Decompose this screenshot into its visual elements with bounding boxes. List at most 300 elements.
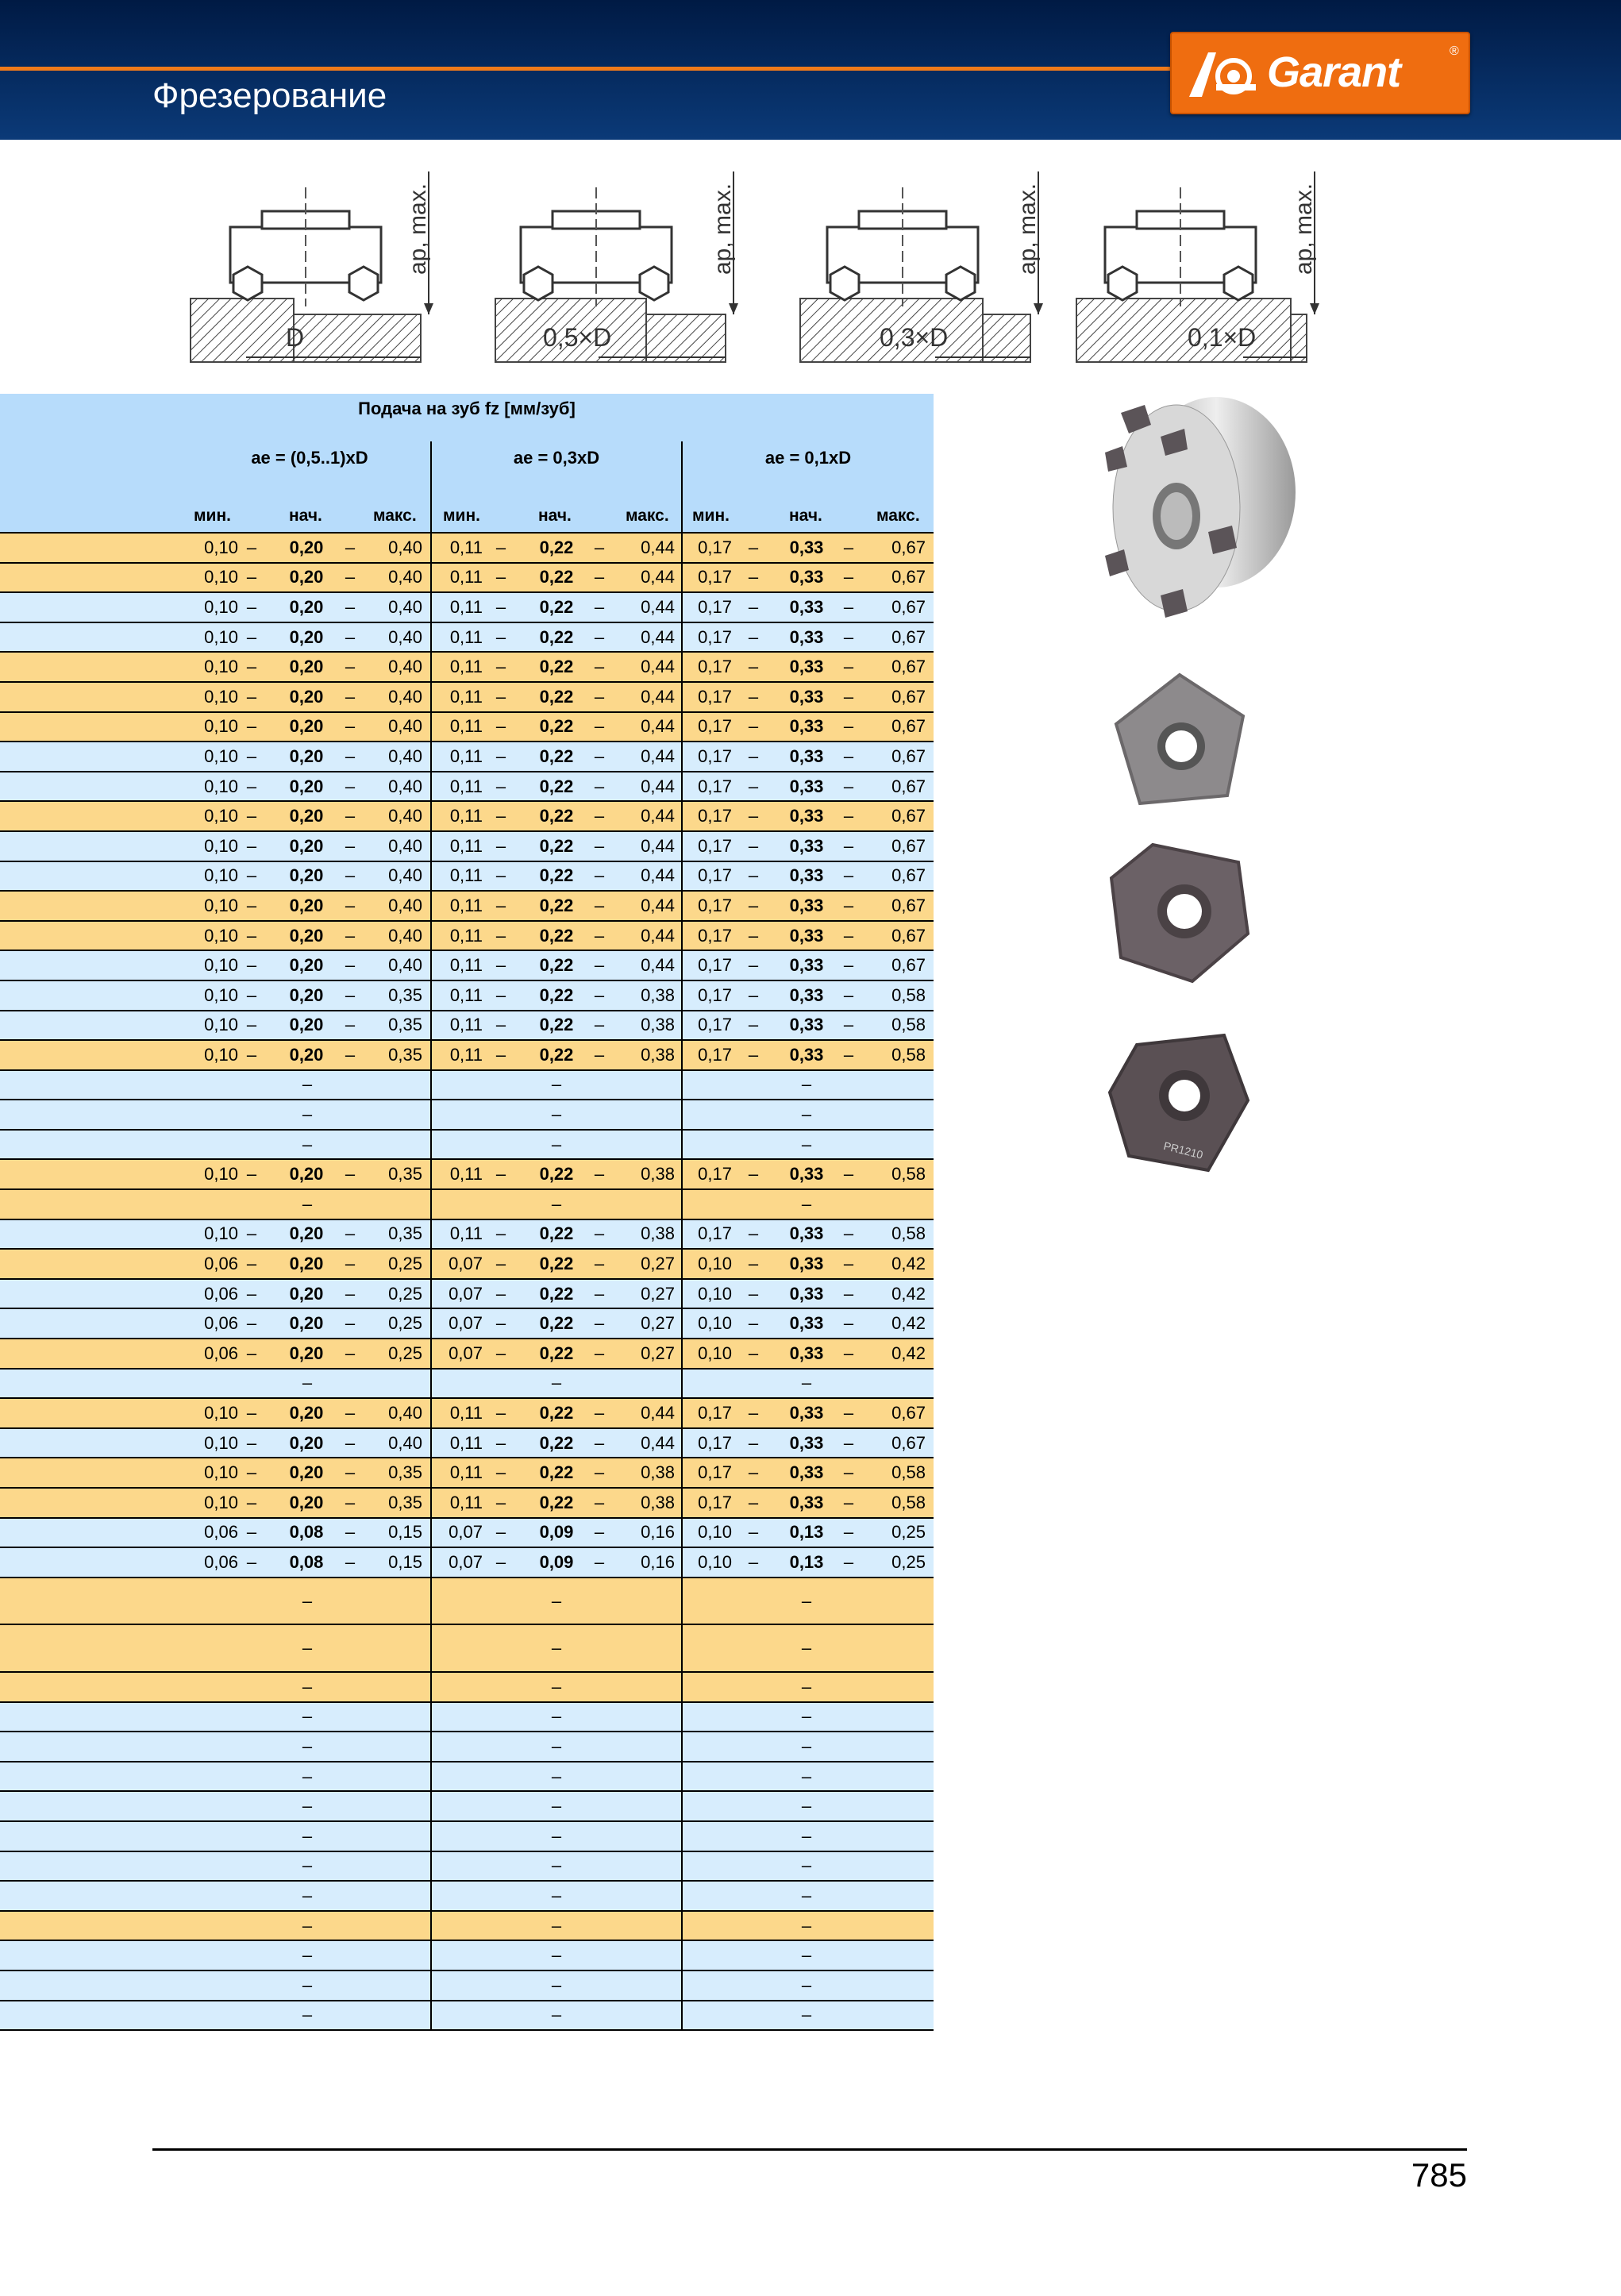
dash: –	[748, 835, 759, 856]
max-value: 0,67	[891, 657, 926, 677]
min-value: 0,17	[698, 1462, 732, 1483]
start-value: 0,20	[289, 1492, 324, 1512]
max-value: 0,25	[891, 1551, 926, 1572]
max-value: 0,40	[388, 567, 422, 587]
width-label: 0,5×D	[543, 323, 612, 352]
dash: –	[495, 1492, 506, 1512]
dash: –	[551, 1373, 562, 1393]
dash: –	[302, 1915, 313, 1936]
dash: –	[495, 1044, 506, 1065]
table-row	[0, 1071, 934, 1101]
dash: –	[801, 1638, 812, 1658]
column-divider	[430, 2001, 432, 2030]
column-divider	[430, 1011, 432, 1040]
dash: –	[345, 1313, 356, 1334]
dash: –	[801, 1074, 812, 1095]
table-title: Подача на зуб fz [мм/зуб]	[358, 399, 576, 418]
col-start-2: нач.	[538, 507, 572, 525]
min-value: 0,10	[204, 835, 238, 856]
dash: –	[801, 1855, 812, 1876]
column-divider	[430, 593, 432, 622]
table-header	[0, 394, 934, 534]
dash: –	[345, 1015, 356, 1035]
dash: –	[843, 716, 854, 737]
logo-emblem-icon	[1184, 44, 1264, 102]
min-value: 0,11	[449, 776, 483, 796]
start-value: 0,33	[789, 1254, 824, 1274]
max-value: 0,67	[891, 925, 926, 946]
max-value: 0,40	[388, 596, 422, 617]
max-value: 0,40	[388, 835, 422, 856]
dash: –	[594, 835, 605, 856]
column-divider	[430, 1519, 432, 1547]
dash: –	[748, 1283, 759, 1304]
dash: –	[246, 567, 257, 587]
ap-label: ap, max.	[1291, 183, 1317, 275]
dash: –	[302, 1638, 313, 1658]
min-value: 0,07	[449, 1343, 483, 1363]
start-value: 0,22	[539, 955, 574, 976]
dash: –	[748, 596, 759, 617]
column-divider	[430, 1792, 432, 1820]
dash: –	[551, 1638, 562, 1658]
start-value: 0,20	[289, 1223, 324, 1244]
max-value: 0,40	[388, 686, 422, 707]
column-divider	[430, 1309, 432, 1338]
column-divider	[430, 1578, 432, 1624]
column-divider	[430, 1762, 432, 1791]
min-value: 0,10	[204, 806, 238, 826]
insert-marking: PR1210	[1162, 1138, 1205, 1161]
dash: –	[748, 1164, 759, 1185]
start-value: 0,22	[539, 835, 574, 856]
table-row	[0, 1882, 934, 1912]
start-value: 0,33	[789, 925, 824, 946]
min-value: 0,10	[204, 686, 238, 707]
dash: –	[246, 1492, 257, 1512]
min-value: 0,10	[204, 1015, 238, 1035]
start-value: 0,33	[789, 1432, 824, 1453]
column-divider	[681, 892, 683, 920]
table-row	[0, 1971, 934, 2001]
min-value: 0,11	[449, 984, 483, 1005]
dash: –	[748, 1223, 759, 1244]
min-value: 0,17	[698, 1164, 732, 1185]
dash: –	[246, 745, 257, 766]
min-value: 0,07	[449, 1522, 483, 1543]
max-value: 0,38	[641, 1015, 675, 1035]
start-value: 0,33	[789, 865, 824, 886]
start-value: 0,22	[539, 1015, 574, 1035]
min-value: 0,17	[698, 596, 732, 617]
dash: –	[748, 865, 759, 886]
column-divider	[430, 1912, 432, 1940]
dash: –	[345, 984, 356, 1005]
column-divider	[430, 1250, 432, 1278]
max-value: 0,35	[388, 1015, 422, 1035]
insert-left	[1108, 267, 1137, 300]
dash: –	[594, 1283, 605, 1304]
max-value: 0,44	[641, 835, 675, 856]
dash: –	[246, 716, 257, 737]
dash: –	[495, 745, 506, 766]
max-value: 0,42	[891, 1313, 926, 1334]
dash: –	[302, 1676, 313, 1697]
max-value: 0,44	[641, 776, 675, 796]
min-value: 0,10	[204, 895, 238, 915]
start-value: 0,33	[789, 745, 824, 766]
insert-right	[640, 267, 668, 300]
dash: –	[495, 835, 506, 856]
start-value: 0,20	[289, 1254, 324, 1274]
dash: –	[345, 1403, 356, 1423]
table-row	[0, 862, 934, 892]
ap-arrowhead	[1034, 303, 1043, 314]
dash: –	[594, 806, 605, 826]
dash: –	[748, 806, 759, 826]
dash: –	[345, 596, 356, 617]
dash: –	[246, 626, 257, 647]
col-start-3: нач.	[789, 507, 822, 525]
page-header	[0, 0, 1621, 140]
width-label: 0,1×D	[1188, 323, 1257, 352]
cutting-diagram	[800, 171, 1043, 362]
column-divider	[430, 951, 432, 980]
dash: –	[594, 1522, 605, 1543]
column-divider	[681, 593, 683, 622]
dash: –	[748, 776, 759, 796]
dash: –	[302, 1590, 313, 1611]
dash: –	[748, 1492, 759, 1512]
insert-image-1	[1108, 668, 1251, 811]
column-divider	[681, 1160, 683, 1188]
ap-arrowhead	[1310, 303, 1319, 314]
min-value: 0,11	[449, 537, 483, 557]
column-divider	[430, 1703, 432, 1732]
start-value: 0,22	[539, 925, 574, 946]
dash: –	[843, 925, 854, 946]
max-value: 0,44	[641, 895, 675, 915]
start-value: 0,09	[539, 1522, 574, 1543]
max-value: 0,40	[388, 745, 422, 766]
dash: –	[594, 1044, 605, 1065]
dash: –	[345, 686, 356, 707]
start-value: 0,22	[539, 537, 574, 557]
table-row	[0, 1339, 934, 1370]
dash: –	[594, 657, 605, 677]
dash: –	[495, 626, 506, 647]
column-divider	[430, 1673, 432, 1701]
dash: –	[551, 1945, 562, 1966]
start-value: 0,33	[789, 955, 824, 976]
dash: –	[345, 1343, 356, 1363]
dash: –	[594, 1254, 605, 1274]
dash: –	[843, 1044, 854, 1065]
dash: –	[495, 1254, 506, 1274]
footer-rule	[152, 2148, 1467, 2151]
start-value: 0,20	[289, 1403, 324, 1423]
table-row	[0, 534, 934, 564]
table-row	[0, 653, 934, 683]
dash: –	[594, 567, 605, 587]
dash: –	[594, 1223, 605, 1244]
dash: –	[843, 745, 854, 766]
dash: –	[594, 984, 605, 1005]
table-row	[0, 1100, 934, 1131]
dash: –	[345, 776, 356, 796]
dash: –	[246, 955, 257, 976]
dash: –	[345, 716, 356, 737]
dash: –	[495, 1462, 506, 1483]
ap-label: ap, max.	[405, 183, 431, 275]
col-max-3: макс.	[876, 507, 920, 525]
dash: –	[801, 1590, 812, 1611]
insert-right	[946, 267, 975, 300]
start-value: 0,22	[539, 1462, 574, 1483]
table-row	[0, 1912, 934, 1942]
max-value: 0,38	[641, 1492, 675, 1512]
min-value: 0,11	[449, 1462, 483, 1483]
dash: –	[246, 657, 257, 677]
min-value: 0,11	[449, 626, 483, 647]
face-mill-cutter-image	[1089, 381, 1311, 651]
min-value: 0,06	[204, 1283, 238, 1304]
table-row	[0, 1160, 934, 1190]
dash: –	[801, 1766, 812, 1786]
dash: –	[495, 1015, 506, 1035]
min-value: 0,17	[698, 806, 732, 826]
min-value: 0,11	[449, 1492, 483, 1512]
start-value: 0,22	[539, 1343, 574, 1363]
workpiece	[1076, 299, 1291, 362]
col-max-2: макс.	[626, 507, 669, 525]
column-divider	[430, 1971, 432, 2000]
dash: –	[495, 955, 506, 976]
dash: –	[843, 776, 854, 796]
start-value: 0,20	[289, 806, 324, 826]
dash: –	[246, 835, 257, 856]
min-value: 0,06	[204, 1313, 238, 1334]
column-divider	[681, 1429, 683, 1458]
min-value: 0,11	[449, 745, 483, 766]
min-value: 0,10	[204, 1462, 238, 1483]
start-value: 0,33	[789, 1015, 824, 1035]
dash: –	[495, 686, 506, 707]
dash: –	[246, 1522, 257, 1543]
column-divider	[681, 623, 683, 652]
max-value: 0,27	[641, 1283, 675, 1304]
column-divider	[681, 1732, 683, 1761]
dash: –	[495, 895, 506, 915]
dash: –	[843, 1223, 854, 1244]
min-value: 0,11	[449, 716, 483, 737]
start-value: 0,22	[539, 1283, 574, 1304]
max-value: 0,44	[641, 745, 675, 766]
min-value: 0,17	[698, 716, 732, 737]
dash: –	[551, 1796, 562, 1816]
dash: –	[495, 1164, 506, 1185]
column-divider	[681, 1131, 683, 1159]
table-row	[0, 1220, 934, 1250]
column-divider	[430, 1370, 432, 1398]
dash: –	[495, 1223, 506, 1244]
dash: –	[843, 657, 854, 677]
min-value: 0,07	[449, 1313, 483, 1334]
start-value: 0,33	[789, 626, 824, 647]
dash: –	[551, 1974, 562, 1995]
dash: –	[495, 1343, 506, 1363]
dash: –	[246, 1283, 257, 1304]
dash: –	[801, 1735, 812, 1756]
column-divider	[430, 1625, 432, 1671]
dash: –	[246, 537, 257, 557]
dash: –	[748, 1254, 759, 1274]
max-value: 0,35	[388, 1462, 422, 1483]
col-min-2: мин.	[443, 507, 480, 525]
table-row	[0, 593, 934, 623]
dash: –	[345, 895, 356, 915]
column-divider	[430, 1941, 432, 1970]
dash: –	[302, 1193, 313, 1214]
min-value: 0,17	[698, 537, 732, 557]
max-value: 0,58	[891, 1164, 926, 1185]
dash: –	[843, 1432, 854, 1453]
max-value: 0,35	[388, 1164, 422, 1185]
dash: –	[302, 1796, 313, 1816]
table-row	[0, 1280, 934, 1310]
min-value: 0,11	[449, 567, 483, 587]
column-divider	[430, 1160, 432, 1188]
dash: –	[748, 1044, 759, 1065]
min-value: 0,17	[698, 1015, 732, 1035]
start-value: 0,33	[789, 984, 824, 1005]
min-value: 0,11	[449, 1015, 483, 1035]
dash: –	[748, 657, 759, 677]
max-value: 0,35	[388, 1492, 422, 1512]
start-value: 0,33	[789, 716, 824, 737]
max-value: 0,67	[891, 596, 926, 617]
start-value: 0,33	[789, 835, 824, 856]
min-value: 0,06	[204, 1551, 238, 1572]
start-value: 0,22	[539, 806, 574, 826]
dash: –	[495, 984, 506, 1005]
dash: –	[302, 2005, 313, 2025]
max-value: 0,44	[641, 806, 675, 826]
column-divider	[681, 1519, 683, 1547]
column-divider	[430, 1732, 432, 1761]
min-value: 0,11	[449, 925, 483, 946]
start-value: 0,20	[289, 984, 324, 1005]
max-value: 0,27	[641, 1343, 675, 1363]
min-value: 0,10	[204, 745, 238, 766]
min-value: 0,17	[698, 835, 732, 856]
table-row	[0, 1190, 934, 1220]
dash: –	[246, 925, 257, 946]
table-row	[0, 1673, 934, 1703]
column-divider	[681, 862, 683, 891]
start-value: 0,20	[289, 895, 324, 915]
page-number: 785	[1411, 2156, 1467, 2194]
start-value: 0,22	[539, 1223, 574, 1244]
dash: –	[748, 1403, 759, 1423]
column-divider	[681, 1011, 683, 1040]
column-divider	[430, 1131, 432, 1159]
dash: –	[551, 1855, 562, 1876]
max-value: 0,25	[388, 1283, 422, 1304]
min-value: 0,10	[204, 1044, 238, 1065]
dash: –	[748, 925, 759, 946]
dash: –	[345, 657, 356, 677]
column-divider	[430, 564, 432, 592]
column-divider	[430, 1882, 432, 1910]
cutting-diagram	[495, 171, 738, 362]
dash: –	[748, 716, 759, 737]
dash: –	[495, 806, 506, 826]
max-value: 0,67	[891, 745, 926, 766]
start-value: 0,33	[789, 1283, 824, 1304]
max-value: 0,40	[388, 657, 422, 677]
max-value: 0,25	[388, 1254, 422, 1274]
max-value: 0,40	[388, 955, 422, 976]
max-value: 0,38	[641, 984, 675, 1005]
column-divider	[681, 1071, 683, 1100]
min-value: 0,06	[204, 1343, 238, 1363]
ap-label: ap, max.	[1015, 183, 1041, 275]
start-value: 0,33	[789, 806, 824, 826]
table-row	[0, 832, 934, 862]
dash: –	[302, 1104, 313, 1125]
workpiece-step	[294, 314, 421, 362]
column-divider	[681, 1762, 683, 1791]
dash: –	[302, 1766, 313, 1786]
min-value: 0,10	[204, 955, 238, 976]
dash: –	[495, 716, 506, 737]
ap-arrowhead	[424, 303, 433, 314]
max-value: 0,35	[388, 984, 422, 1005]
min-value: 0,11	[449, 657, 483, 677]
min-value: 0,17	[698, 895, 732, 915]
min-value: 0,11	[449, 895, 483, 915]
max-value: 0,40	[388, 626, 422, 647]
max-value: 0,38	[641, 1044, 675, 1065]
start-value: 0,13	[789, 1551, 824, 1572]
min-value: 0,10	[204, 1432, 238, 1453]
workpiece-step	[646, 314, 726, 362]
insert-right	[1224, 267, 1253, 300]
column-divider	[681, 1190, 683, 1219]
start-value: 0,33	[789, 1343, 824, 1363]
logo-text: Garant	[1267, 48, 1401, 96]
table-row	[0, 2001, 934, 2032]
min-value: 0,17	[698, 1492, 732, 1512]
start-value: 0,20	[289, 925, 324, 946]
min-value: 0,17	[698, 1223, 732, 1244]
cutting-diagram	[191, 171, 433, 362]
feed-table	[0, 394, 934, 2031]
table-row	[0, 1732, 934, 1762]
column-divider	[430, 1548, 432, 1577]
start-value: 0,20	[289, 716, 324, 737]
start-value: 0,20	[289, 955, 324, 976]
min-value: 0,07	[449, 1283, 483, 1304]
cutting-diagrams-svg	[183, 156, 1317, 370]
column-divider	[681, 1822, 683, 1851]
dash: –	[551, 1825, 562, 1846]
dash: –	[246, 984, 257, 1005]
min-value: 0,10	[204, 865, 238, 886]
dash: –	[748, 537, 759, 557]
dash: –	[302, 1825, 313, 1846]
